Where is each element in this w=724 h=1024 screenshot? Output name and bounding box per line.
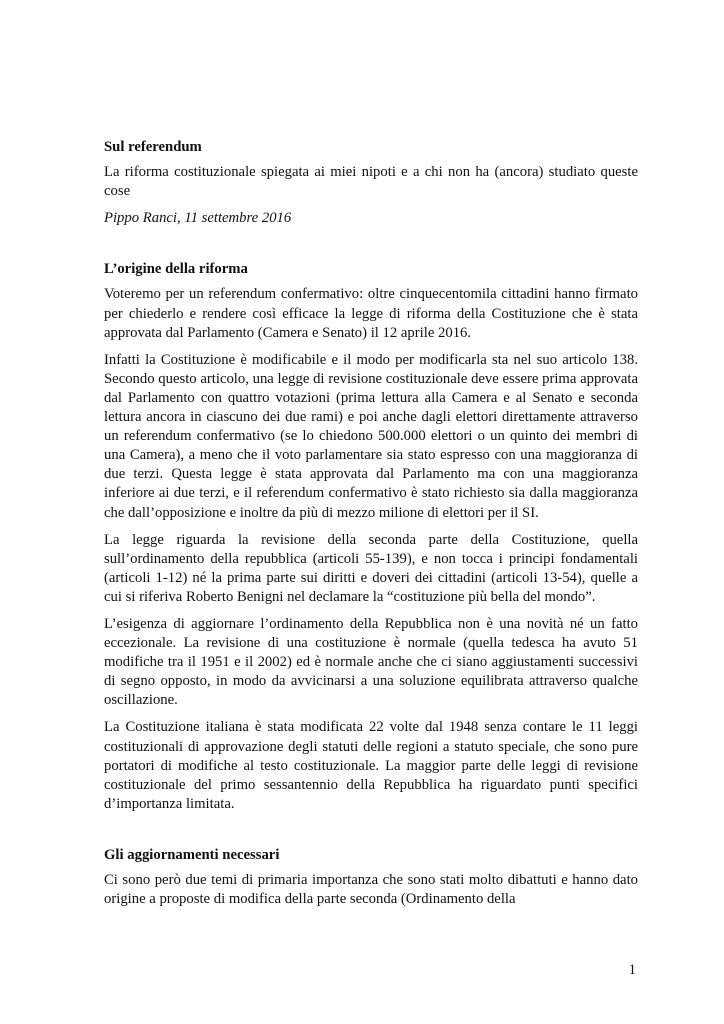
section-aggiornamenti [104,846,638,909]
paragraph: Infatti la Costituzione è modificabile e il modo per modificarla sta nel suo articolo 138. Secondo questo articolo, una legge di revisione costituzionale deve essere prima approvata dal Parlamento con quattro votazioni (prima lettura alla Camera e al Senato e seconda lettura ancora in ciascuno dei due rami) e poi anche dagli elettori direttamente attraverso un referendum confermativo (se lo chiedono 500.000 elettori o un quinto dei membri di una Camera), a meno che il voto parlamentare sia stato espresso con una maggioranza di due terzi. Questa legge è stata approvata dal Parlamento ma con una maggioranza inferiore ai due terzi, e il referendum confermativo è stato richiesto sia dalla maggioranza che dall’opposizione e inoltre da più di mezzo milione di elettori per il SI. [104,351,638,521]
paragraph: La Costituzione italiana è stata modificata 22 volte dal 1948 senza contare le 11 leggi costituzionali di approvazione degli statuti delle regioni a statuto speciale, che sono pure portatori di modifiche al testo costituzionale. La maggior parte delle leggi di revisione costituzionale del primo sessantennio della Repubblica ha riguardato punti specifici d’importanza limitata. [104,719,638,812]
section-origine [104,260,638,814]
section-spacer [104,236,638,260]
section-spacer [104,822,638,846]
paragraph: L’esigenza di aggiornare l’ordinamento della Repubblica non è una novità né un fatto eccezionale. La revisione di una costituzione è normale (quella tedesca ha avuto 51 modifiche tra il 1951 e il 2002) ed è normale anche che ci siano aggiustamenti successivi di segno opposto, in modo da avvicinarsi a una soluzione equilibrata attraverso qualche oscillazione. [104,615,638,709]
page-number: 1 [628,962,636,978]
author-date-line: Pippo Ranci, 11 settembre 2016 [104,210,292,227]
paragraph: Ci sono però due temi di primaria importanza che sono stati molto dibattuti e hanno dato origine a proposte di modifica della parte seconda (Ordinamento della [104,872,638,908]
document-body [104,138,638,917]
paragraph: Voteremo per un referendum confermativo: oltre cinquecentomila cittadini hanno firmato per chiederlo e rendere così efficace la legge di riforma della Costituzione che è stata approvata dal Parlamento (Camera e Senato) il 12 aprile 2016. [104,286,638,341]
paragraph: La legge riguarda la revisione della seconda parte della Costituzione, quella sull’ordinamento della repubblica (articoli 55-139), e non tocca i principi fondamentali (articoli 1-12) né la prima parte sui diritti e doveri dei cittadini (articoli 13-54), quelle a cui si riferiva Roberto Benigni nel declamare la “costituzione più bella del mondo”. [104,531,638,605]
section-heading: L’origine della riforma [104,261,248,278]
document-title: Sul referendum [104,139,202,155]
document-subtitle: La riforma costituzionale spiegata ai miei nipoti e a chi non ha (ancora) studiato queste cose [104,164,638,200]
section-heading: Gli aggiornamenti necessari [104,846,280,863]
